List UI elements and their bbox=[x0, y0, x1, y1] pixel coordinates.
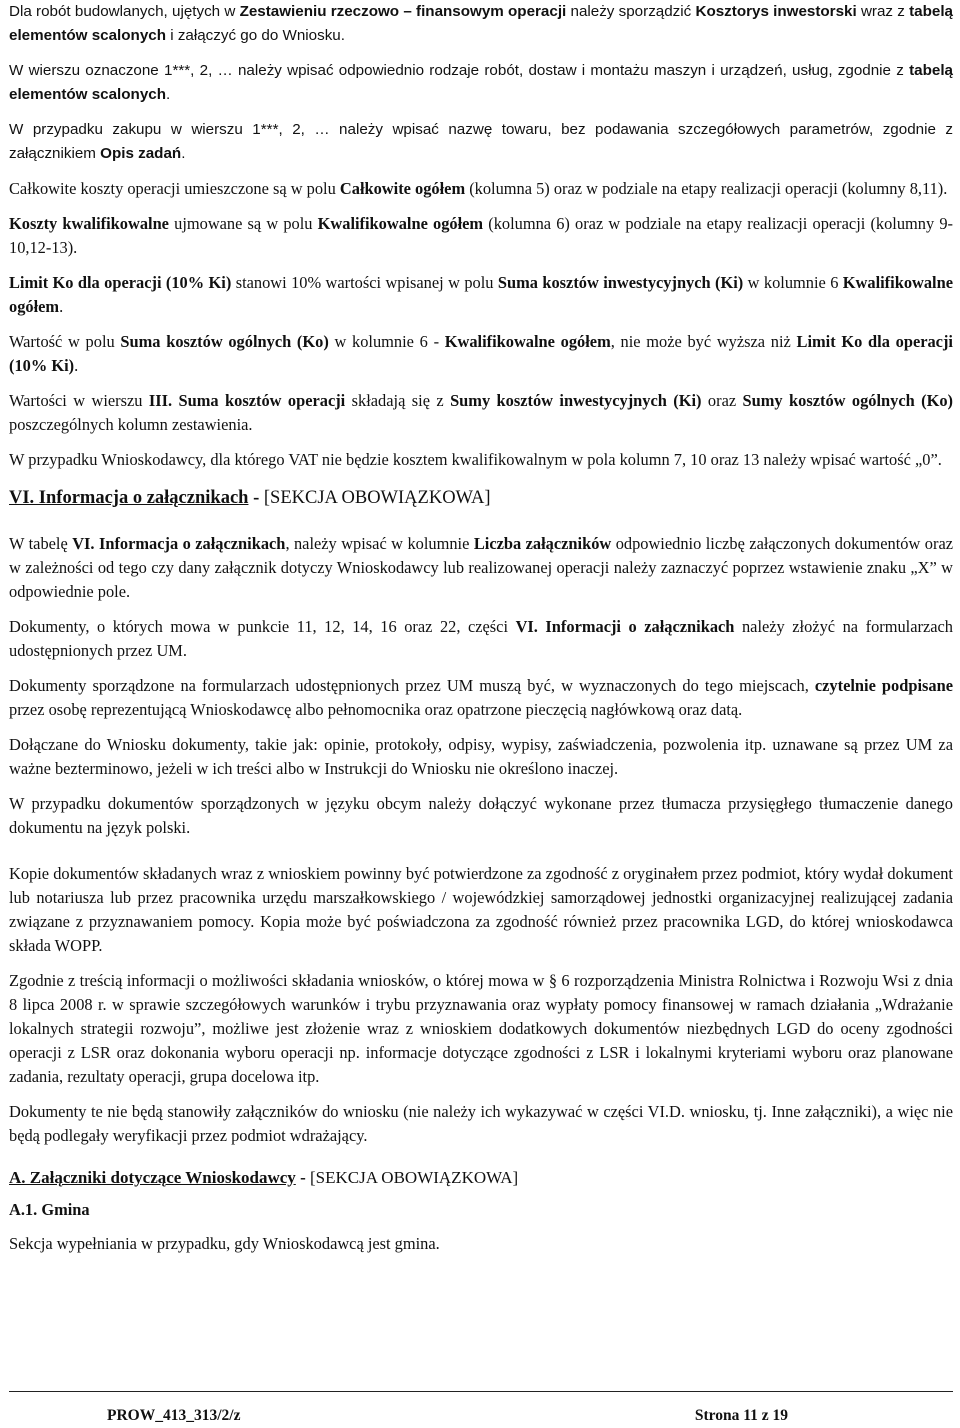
text-bold: Sumy kosztów inwestycyjnych (Ki) bbox=[450, 391, 702, 410]
text: odpowiednio liczbę załączonych dokumentów oraz w zależności od tego czy dany załącznik dotyczy Wnioskodawcy lub realizowanej operacji należy zaznaczyć poprzez wstawienie znaku „X” w odpowiednie pole. bbox=[9, 534, 953, 601]
text: i załączyć go do Wniosku. bbox=[166, 27, 345, 44]
text-bold: VI. Informacja o załącznikach bbox=[72, 534, 286, 553]
footer-divider bbox=[9, 1391, 953, 1392]
paragraph-signed bbox=[9, 674, 953, 722]
text-bold: Limit Ko dla operacji (10% Ki) bbox=[9, 273, 232, 292]
text: oraz bbox=[701, 391, 743, 410]
text: . bbox=[74, 356, 79, 375]
paragraph-purchase bbox=[9, 118, 953, 166]
text: w kolumnie 6 - bbox=[328, 332, 445, 351]
text: Całkowite koszty operacji umieszczone są w polu bbox=[9, 179, 340, 198]
paragraph-translation: W przypadku dokumentów sporządzonych w języku obcym należy dołączyć wykonane przez tłumacza przysięgłego tłumaczenie danego dokumentu na język polski. bbox=[9, 794, 953, 837]
document-code: PROW_413_313/2/z bbox=[107, 1407, 241, 1424]
text: przez osobę reprezentującą Wnioskodawcę albo pełnomocnika oraz opatrzone pieczęcią nagłówkową oraz datą. bbox=[9, 700, 743, 719]
paragraph-not-attachments: Dokumenty te nie będą stanowiły załączników do wniosku (nie należy ich wykazywać w części VI.D. wniosku, tj. Inne załączniki), a więc nie będą podlegały weryfikacji przez podmiot wdrażający. bbox=[9, 1102, 953, 1145]
paragraph-gmina: Sekcja wypełniania w przypadku, gdy Wnioskodawcą jest gmina. bbox=[9, 1234, 440, 1253]
section-a-heading bbox=[9, 1166, 953, 1190]
text: stanowi 10% wartości wpisanej w polu bbox=[231, 273, 498, 292]
paragraph-regulation: Zgodnie z treścią informacji o możliwości składania wniosków, o której mowa w § 6 rozporządzenia Ministra Rolnictwa i Rozwoju Wsi z dnia 8 lipca 2008 r. w sprawie szczegółowych warunków i trybu przyznawania oraz wypłaty pomocy finansowej w ramach działania „Wdrażanie lokalnych strategii rozwoju”, możliwe jest złożenie wraz z wnioskiem dodatkowych dokumentów niezbędnych LGD do oceny zgodności operacji z LSR oraz dokonania wyboru operacji np. informacje dotyczące zgodności z LSR i lokalnymi kryteriami wyboru oraz planowane zadania, rezultaty operacji, grupa docelowa itp. bbox=[9, 971, 953, 1086]
section-a1-heading bbox=[9, 1198, 953, 1222]
text-bold: tabelą elementów scalonych bbox=[9, 3, 953, 44]
text: należy sporządzić bbox=[566, 3, 696, 20]
text: wraz z bbox=[856, 3, 910, 20]
text-bold: Suma kosztów ogólnych (Ko) bbox=[120, 332, 329, 351]
text: . bbox=[59, 297, 64, 316]
text: (kolumna 6) oraz w podziale na etapy realizacji operacji (kolumny 9-10,12-13). bbox=[9, 214, 953, 257]
text: W przypadku zakupu w wierszu 1***, 2, … należy wpisać nazwę towaru, bez podawania szczegółowych parametrów, zgodnie z załącznikiem bbox=[9, 121, 953, 162]
text-bold: Kwalifikowalne ogółem bbox=[9, 273, 953, 316]
text-bold: Kwalifikowalne ogółem bbox=[317, 214, 484, 233]
text: w kolumnie 6 bbox=[743, 273, 843, 292]
text: , nie może być wyższa niż bbox=[610, 332, 797, 351]
text-bold: Kosztorys inwestorski bbox=[695, 3, 857, 20]
paragraph-general-costs bbox=[9, 330, 953, 378]
paragraph-attachments-table bbox=[9, 532, 953, 604]
paragraph-eligible-costs bbox=[9, 212, 953, 260]
text: Dla robót budowlanych, ujętych w bbox=[9, 3, 240, 20]
text-bold: czytelnie podpisane bbox=[814, 676, 953, 695]
paragraph-copies: Kopie dokumentów składanych wraz z wnioskiem powinny być potwierdzone za zgodność z oryginałem przez podmiot, który wydał dokument lub notariusza lub przez pracownika urzędu marszałkowskiego / wojewódzkiej samorządowej jednostki organizacyjnej realizującej zadania związane z przyznawaniem pomocy. Kopia może być poświadczona za zgodność również przez pracownika LGD, do której wnioskodawca składa WOPP. bbox=[9, 864, 953, 955]
text: Dokumenty, o których mowa w punkcie 11, 12, 14, 16 oraz 22, części bbox=[9, 617, 516, 636]
text-bold: Kwalifikowalne ogółem bbox=[444, 332, 611, 351]
page-number: Strona 11 z 19 bbox=[694, 1407, 788, 1424]
text-bold: Całkowite ogółem bbox=[339, 179, 466, 198]
text: , należy wpisać w kolumnie bbox=[285, 534, 474, 553]
paragraph-limit-ko bbox=[9, 271, 953, 319]
text-bold: Zestawieniu rzeczowo – finansowym operacji bbox=[239, 3, 567, 20]
text-bold: Limit Ko dla operacji (10% Ki) bbox=[9, 332, 953, 375]
text: . bbox=[166, 86, 171, 103]
text-bold: III. Suma kosztów operacji bbox=[148, 391, 346, 410]
subsection-title: A.1. Gmina bbox=[9, 1200, 90, 1219]
text: ujmowane są w polu bbox=[168, 214, 318, 233]
text-bold: - bbox=[295, 1168, 310, 1187]
paragraph-row-iii bbox=[9, 389, 953, 437]
text: Wartość w polu bbox=[9, 332, 121, 351]
text-bold: Liczba załączników bbox=[473, 534, 612, 553]
text: Dokumenty sporządzone na formularzach udostępnionych przez UM muszą być, w wyznaczonych do tego miejscach, bbox=[9, 676, 815, 695]
paragraph-validity: Dołączane do Wniosku dokumenty, takie jak: opinie, protokoły, odpisy, wypisy, zaświadczenia, pozwolenia itp. uznawane są przez UM za ważne bezterminowo, jeżeli w ich treści albo w Instrukcji do Wniosku nie określono inaczej. bbox=[9, 735, 953, 778]
text: (kolumna 5) oraz w podziale na etapy realizacji operacji (kolumny 8,11). bbox=[465, 179, 948, 198]
text-bold: Suma kosztów inwestycyjnych (Ki) bbox=[497, 273, 744, 292]
paragraph-kosztorys bbox=[9, 0, 953, 48]
text-bold: VI. Informacji o załącznikach bbox=[515, 617, 735, 636]
document-page bbox=[9, 0, 953, 1267]
text: składają się z bbox=[345, 391, 451, 410]
text: należy złożyć na formularzach udostępnionych przez UM. bbox=[9, 617, 953, 660]
text: . bbox=[181, 145, 186, 162]
section-title: A. Załączniki dotyczące Wnioskodawcy bbox=[9, 1168, 296, 1187]
text: W tabelę bbox=[9, 534, 73, 553]
text-bold: tabelą elementów scalonych bbox=[9, 62, 953, 103]
section-vi-heading bbox=[9, 486, 953, 510]
text: poszczególnych kolumn zestawienia. bbox=[9, 415, 253, 434]
paragraph-vat: W przypadku Wnioskodawcy, dla którego VAT nie będzie kosztem kwalifikowalnym w pola kolumn 7, 10 oraz 13 należy wpisać wartość „0”. bbox=[9, 450, 942, 469]
page-footer bbox=[9, 1404, 953, 1428]
section-tag: [SEKCJA OBOWIĄZKOWA] bbox=[263, 488, 491, 508]
text-bold: Koszty kwalifikowalne bbox=[9, 214, 169, 233]
section-title: VI. Informacja o załącznikach bbox=[9, 488, 249, 508]
text-bold: Opis zadań bbox=[100, 145, 182, 162]
text-bold: Sumy kosztów ogólnych (Ko) bbox=[742, 391, 953, 410]
text: Wartości w wierszu bbox=[9, 391, 149, 410]
paragraph-rows bbox=[9, 59, 953, 107]
paragraph-total-costs bbox=[9, 177, 953, 201]
text-bold: - bbox=[248, 488, 264, 508]
paragraph-forms bbox=[9, 615, 953, 663]
section-tag: [SEKCJA OBOWIĄZKOWA] bbox=[309, 1168, 519, 1187]
text: W wierszu oznaczone 1***, 2, … należy wpisać odpowiednio rodzaje robót, dostaw i montażu maszyn i urządzeń, usług, zgodnie z bbox=[9, 62, 910, 79]
